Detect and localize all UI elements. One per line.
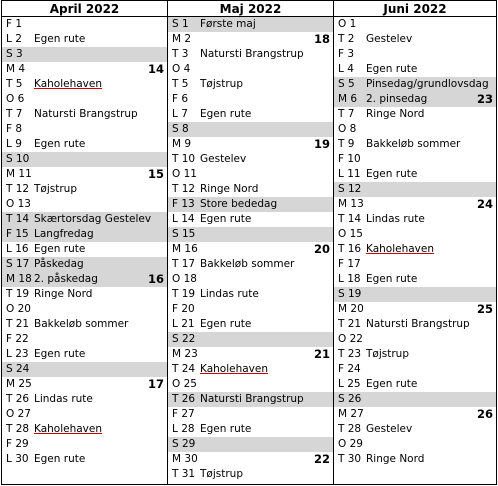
day-row xyxy=(334,407,496,422)
day-event: Natursti Brangstrup xyxy=(200,48,304,60)
day-date: T 14 xyxy=(6,213,30,225)
day-date: S 22 xyxy=(172,333,196,345)
day-date: T 21 xyxy=(6,318,30,330)
day-event: Egen rute xyxy=(200,213,252,225)
day-date: M 25 xyxy=(6,378,32,390)
week-number: 14 xyxy=(147,62,164,76)
day-row xyxy=(168,17,333,32)
day-row xyxy=(168,467,333,482)
day-date: T 19 xyxy=(172,288,196,300)
day-date: O 25 xyxy=(172,378,197,390)
day-event: Tøjstrup xyxy=(200,468,243,480)
day-row xyxy=(334,347,496,362)
day-row xyxy=(168,62,333,77)
day-date: T 7 xyxy=(338,108,355,120)
week-number: 18 xyxy=(313,32,330,46)
day-event: Tøjstrup xyxy=(366,348,409,360)
day-date: S 1 xyxy=(172,18,189,30)
day-row xyxy=(168,122,333,137)
day-event: Lindas rute xyxy=(34,393,93,405)
day-row xyxy=(2,332,167,347)
day-row xyxy=(2,212,167,227)
day-date: T 16 xyxy=(338,243,362,255)
day-row xyxy=(334,227,496,242)
day-event: Bakkeløb sommer xyxy=(366,138,461,150)
day-row xyxy=(2,32,167,47)
day-date: M 27 xyxy=(338,408,364,420)
day-row xyxy=(334,242,496,257)
day-date: M 18 xyxy=(6,273,32,285)
day-row xyxy=(2,362,167,377)
day-date: F 17 xyxy=(338,258,361,270)
day-date: T 12 xyxy=(172,183,196,195)
day-date: F 24 xyxy=(338,363,361,375)
day-row xyxy=(168,452,333,467)
day-date: T 19 xyxy=(6,288,30,300)
day-event: Bakkeløb sommer xyxy=(34,318,129,330)
day-date: T 30 xyxy=(338,453,362,465)
day-row xyxy=(334,107,496,122)
day-row xyxy=(168,47,333,62)
day-date: O 27 xyxy=(6,408,31,420)
day-list xyxy=(168,17,333,482)
day-date: T 28 xyxy=(6,423,30,435)
day-row xyxy=(168,362,333,377)
day-row xyxy=(334,197,496,212)
day-event: Tøjstrup xyxy=(200,78,243,90)
day-row xyxy=(168,167,333,182)
day-row xyxy=(168,347,333,362)
day-date: S 12 xyxy=(338,183,362,195)
day-row xyxy=(168,437,333,452)
day-date: O 29 xyxy=(338,438,363,450)
day-date: O 22 xyxy=(338,333,363,345)
day-event: Egen rute xyxy=(366,63,418,75)
day-date: L 25 xyxy=(338,378,361,390)
day-row xyxy=(168,137,333,152)
day-row xyxy=(2,437,167,452)
day-event: Egen rute xyxy=(366,168,418,180)
day-date: L 30 xyxy=(6,453,29,465)
day-row xyxy=(168,317,333,332)
day-row xyxy=(168,407,333,422)
day-row xyxy=(334,257,496,272)
day-event: Lindas rute xyxy=(200,288,259,300)
day-date: S 5 xyxy=(338,78,355,90)
day-event: Natursti Brangstrup xyxy=(200,393,304,405)
day-event: Påskedag xyxy=(34,258,84,270)
day-row xyxy=(334,422,496,437)
day-row xyxy=(2,182,167,197)
day-row xyxy=(168,32,333,47)
day-row xyxy=(334,452,496,467)
day-event: Egen rute xyxy=(34,243,86,255)
day-row xyxy=(2,122,167,137)
month-column-april xyxy=(2,1,167,484)
day-row xyxy=(2,452,167,467)
day-row xyxy=(334,332,496,347)
day-event: Ringe Nord xyxy=(34,288,93,300)
day-row xyxy=(2,77,167,92)
day-row xyxy=(334,182,496,197)
day-row xyxy=(334,92,496,107)
day-date: F 3 xyxy=(338,48,355,60)
day-date: M 16 xyxy=(172,243,198,255)
day-row xyxy=(2,167,167,182)
day-row xyxy=(2,377,167,392)
day-date: F 27 xyxy=(172,408,195,420)
day-event: Kaholehaven xyxy=(34,78,103,90)
day-row xyxy=(334,152,496,167)
day-row xyxy=(334,212,496,227)
day-row xyxy=(334,167,496,182)
day-row xyxy=(2,62,167,77)
day-row xyxy=(168,182,333,197)
day-row xyxy=(2,272,167,287)
day-date: L 28 xyxy=(172,423,195,435)
day-date: S 26 xyxy=(338,393,362,405)
day-event: Langfredag xyxy=(34,228,94,240)
day-date: M 2 xyxy=(172,33,192,45)
day-list xyxy=(2,17,167,467)
day-date: F 8 xyxy=(6,123,23,135)
day-row xyxy=(2,152,167,167)
day-row xyxy=(168,332,333,347)
day-row xyxy=(334,287,496,302)
day-date: O 4 xyxy=(172,63,191,75)
day-date: F 22 xyxy=(6,333,29,345)
day-row xyxy=(2,287,167,302)
day-event: Gestelev xyxy=(366,33,413,45)
day-date: T 14 xyxy=(338,213,362,225)
day-event: Skærtorsdag Gestelev xyxy=(34,213,152,225)
day-date: O 13 xyxy=(6,198,31,210)
day-row xyxy=(2,317,167,332)
day-row xyxy=(168,302,333,317)
day-date: F 1 xyxy=(6,18,23,30)
day-event: Kaholehaven xyxy=(34,423,103,435)
day-date: O 1 xyxy=(338,18,357,30)
day-date: O 11 xyxy=(172,168,197,180)
day-date: T 7 xyxy=(6,108,23,120)
day-event: Bakkeløb sommer xyxy=(200,258,295,270)
day-row xyxy=(334,122,496,137)
day-date: L 14 xyxy=(172,213,195,225)
day-date: L 2 xyxy=(6,33,22,45)
day-row xyxy=(2,422,167,437)
day-row xyxy=(168,212,333,227)
day-date: T 28 xyxy=(338,423,362,435)
day-date: T 5 xyxy=(6,78,23,90)
day-event: Egen rute xyxy=(34,138,86,150)
day-event: Ringe Nord xyxy=(200,183,259,195)
week-number: 26 xyxy=(476,407,493,421)
day-row xyxy=(334,47,496,62)
month-header-april: April 2022 xyxy=(2,1,167,17)
day-date: M 30 xyxy=(172,453,198,465)
day-date: M 11 xyxy=(6,168,32,180)
day-date: O 8 xyxy=(338,123,357,135)
day-row xyxy=(168,422,333,437)
day-date: S 17 xyxy=(6,258,30,270)
day-row xyxy=(2,137,167,152)
day-date: M 20 xyxy=(338,303,364,315)
day-date: S 19 xyxy=(338,288,362,300)
day-date: T 21 xyxy=(338,318,362,330)
day-date: S 15 xyxy=(172,228,196,240)
week-number: 24 xyxy=(476,197,493,211)
day-row xyxy=(2,392,167,407)
day-row xyxy=(168,242,333,257)
day-event: Egen rute xyxy=(34,348,86,360)
day-date: T 23 xyxy=(338,348,362,360)
day-row xyxy=(168,197,333,212)
week-number: 19 xyxy=(313,137,330,151)
day-date: O 18 xyxy=(172,273,197,285)
month-column-maj xyxy=(167,1,333,484)
day-date: M 13 xyxy=(338,198,364,210)
day-row xyxy=(2,347,167,362)
day-event: Tøjstrup xyxy=(34,183,77,195)
day-row xyxy=(334,377,496,392)
day-event: Gestelev xyxy=(200,153,247,165)
day-row xyxy=(2,227,167,242)
day-event: Kaholehaven xyxy=(200,363,269,375)
week-number: 25 xyxy=(476,302,493,316)
day-date: M 6 xyxy=(338,93,358,105)
day-event: Egen rute xyxy=(200,108,252,120)
day-event: Egen rute xyxy=(200,423,252,435)
day-row xyxy=(2,47,167,62)
day-row xyxy=(2,107,167,122)
day-date: L 7 xyxy=(172,108,188,120)
day-date: S 3 xyxy=(6,48,23,60)
day-row xyxy=(2,257,167,272)
week-number: 17 xyxy=(147,377,164,391)
day-date: L 4 xyxy=(338,63,354,75)
day-event: Egen rute xyxy=(34,33,86,45)
day-row xyxy=(334,62,496,77)
day-event: Natursti Brangstrup xyxy=(366,318,470,330)
day-date: T 3 xyxy=(172,48,189,60)
day-row xyxy=(168,92,333,107)
day-row xyxy=(334,362,496,377)
day-date: L 16 xyxy=(6,243,29,255)
day-date: T 17 xyxy=(172,258,196,270)
week-number: 21 xyxy=(313,347,330,361)
day-row xyxy=(334,272,496,287)
day-date: L 11 xyxy=(338,168,361,180)
day-date: S 8 xyxy=(172,123,189,135)
day-date: L 23 xyxy=(6,348,29,360)
day-row xyxy=(168,377,333,392)
day-date: F 15 xyxy=(6,228,29,240)
day-row xyxy=(2,302,167,317)
day-date: T 26 xyxy=(172,393,196,405)
month-column-juni xyxy=(333,1,496,484)
day-row xyxy=(334,17,496,32)
day-date: T 9 xyxy=(338,138,355,150)
day-row xyxy=(2,242,167,257)
day-event: Ringe Nord xyxy=(366,108,425,120)
day-date: F 20 xyxy=(172,303,195,315)
day-row xyxy=(2,197,167,212)
day-row xyxy=(168,227,333,242)
day-row xyxy=(168,287,333,302)
day-date: M 9 xyxy=(172,138,192,150)
day-date: T 10 xyxy=(172,153,196,165)
day-row xyxy=(334,317,496,332)
day-date: L 9 xyxy=(6,138,22,150)
month-header-juni: Juni 2022 xyxy=(334,1,496,17)
week-number: 16 xyxy=(147,272,164,286)
week-number: 20 xyxy=(313,242,330,256)
calendar-table xyxy=(1,0,497,485)
day-row xyxy=(334,437,496,452)
day-date: T 31 xyxy=(172,468,196,480)
day-event: Egen rute xyxy=(366,378,418,390)
day-event: Gestelev xyxy=(366,423,413,435)
day-date: O 20 xyxy=(6,303,31,315)
day-date: S 10 xyxy=(6,153,30,165)
day-date: F 10 xyxy=(338,153,361,165)
day-row xyxy=(334,392,496,407)
week-number: 23 xyxy=(476,92,493,106)
day-date: T 26 xyxy=(6,393,30,405)
day-date: T 12 xyxy=(6,183,30,195)
day-date: F 29 xyxy=(6,438,29,450)
day-event: Egen rute xyxy=(200,318,252,330)
week-number: 15 xyxy=(147,167,164,181)
day-row xyxy=(2,407,167,422)
day-row xyxy=(168,152,333,167)
day-date: L 18 xyxy=(338,273,361,285)
day-event: Kaholehaven xyxy=(366,243,435,255)
day-event: Natursti Brangstrup xyxy=(34,108,138,120)
day-date: T 5 xyxy=(172,78,189,90)
day-row xyxy=(334,302,496,317)
day-date: M 23 xyxy=(172,348,198,360)
day-event: Egen rute xyxy=(34,453,86,465)
day-event: Lindas rute xyxy=(366,213,425,225)
day-event: 2. pinsedag xyxy=(366,93,428,105)
day-row xyxy=(168,107,333,122)
day-event: 2. påskedag xyxy=(34,273,98,285)
day-date: S 29 xyxy=(172,438,196,450)
day-date: S 24 xyxy=(6,363,30,375)
day-row xyxy=(168,392,333,407)
day-date: T 2 xyxy=(338,33,355,45)
day-row xyxy=(168,272,333,287)
day-event: Ringe Nord xyxy=(366,453,425,465)
day-event: Egen rute xyxy=(366,273,418,285)
day-row xyxy=(334,77,496,92)
day-date: F 6 xyxy=(172,93,189,105)
day-event: Første maj xyxy=(200,18,256,30)
month-header-maj: Maj 2022 xyxy=(168,1,333,17)
day-date: M 4 xyxy=(6,63,26,75)
day-event: Store bededag xyxy=(200,198,278,210)
day-list xyxy=(334,17,496,467)
day-date: O 6 xyxy=(6,93,25,105)
day-row xyxy=(2,17,167,32)
day-date: O 15 xyxy=(338,228,363,240)
day-row xyxy=(168,77,333,92)
day-row xyxy=(168,257,333,272)
day-row xyxy=(2,92,167,107)
day-date: F 13 xyxy=(172,198,195,210)
day-row xyxy=(334,137,496,152)
day-date: L 21 xyxy=(172,318,195,330)
day-date: T 24 xyxy=(172,363,196,375)
week-number: 22 xyxy=(313,452,330,466)
day-row xyxy=(334,32,496,47)
day-event: Pinsedag/grundlovsdag xyxy=(366,78,489,90)
